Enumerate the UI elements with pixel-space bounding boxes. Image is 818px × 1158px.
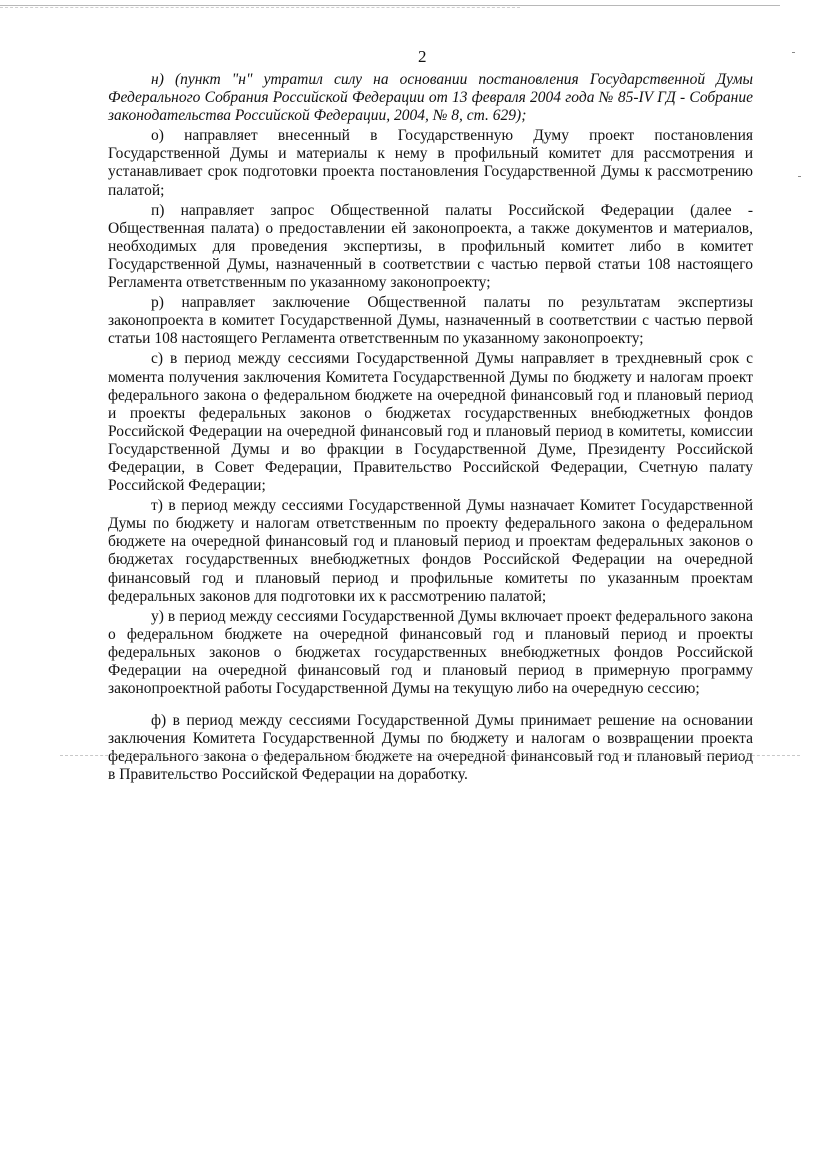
paragraph-f: ф) в период между сессиями Государственной Думы принимает решение на основании заключения Комитета Государственной Думы по бюджету и налогам о возвращении проекта федерального закона о федеральном бюджете на очередной финансовый год и плановый период в Правительство Российской Федерации на доработку. xyxy=(108,712,753,784)
scan-artifact-line xyxy=(0,7,520,8)
paragraph-n: н) (пункт "н" утратил силу на основании постановления Государственной Думы Федерального Собрания Российской Федерации от 13 февраля 2004 года № 85-IV ГД - Собрание законодательства Российской Федерации, 2004, № 8, ст. 629); xyxy=(108,71,753,125)
scan-artifact-line xyxy=(0,5,780,6)
paragraph-r: р) направляет заключение Общественной палаты по результатам экспертизы законопроекта в комитет Государственной Думы, назначенный в соответствии с частью первой статьи 108 настоящего Регламента ответственным по указанному законопроекту; xyxy=(108,294,753,348)
paragraph-s: с) в период между сессиями Государственной Думы направляет в трехдневный срок с момента получения заключения Комитета Государственной Думы по бюджету и налогам проект федерального закона о федеральном бюджете на очередной финансовый год и плановый период и проекты федеральных законов о бюджетах государственных внебюджетных фондов Российской Федерации на очередной финансовый год и плановый период в комитеты, комиссии Государственной Думы и во фракции в Государственной Думе, Президенту Российской Федерации, в Совет Федерации, Правительство Российской Федерации, Счетную палату Российской Федерации; xyxy=(108,350,753,495)
paragraph-p: п) направляет запрос Общественной палаты Российской Федерации (далее - Общественная палата) о предоставлении ей законопроекта, а также документов и материалов, необходимых для проведения экспертизы, в профильный комитет либо в комитет Государственной Думы, назначенный в соответствии с частью первой статьи 108 настоящего Регламента ответственным по указанному законопроекту; xyxy=(108,201,753,292)
paragraph-t: т) в период между сессиями Государственной Думы назначает Комитет Государственной Думы по бюджету и налогам ответственным по проекту федерального закона о федеральном бюджете на очередной финансовый год и плановый период и проектам федеральных законов о бюджетах государственных внебюджетных фондов Российской Федерации на очередной финансовый год и плановый период и профильные комитеты по указанным проектам федеральных законов для подготовки их к рассмотрению палатой; xyxy=(108,497,753,605)
scan-artifact-line xyxy=(60,755,800,756)
document-body xyxy=(108,71,753,785)
paragraph-o: о) направляет внесенный в Государственную Думу проект постановления Государственной Думы и материалы к нему в профильный комитет для рассмотрения и устанавливает срок подготовки проекта постановления Государственной Думы к рассмотрению палатой; xyxy=(108,127,753,199)
scan-artifact-mark xyxy=(798,176,801,177)
paragraph-u: у) в период между сессиями Государственной Думы включает проект федерального закона о федеральном бюджете на очередной финансовый год и плановый период и проекты федеральных законов о бюджетах государственных внебюджетных фондов Российской Федерации на очередной финансовый год и плановый период в примерную программу законопроектной работы Государственной Думы на текущую либо на очередную сессию; xyxy=(108,607,753,698)
page-number: 2 xyxy=(418,47,427,66)
scan-artifact-mark xyxy=(792,52,795,53)
